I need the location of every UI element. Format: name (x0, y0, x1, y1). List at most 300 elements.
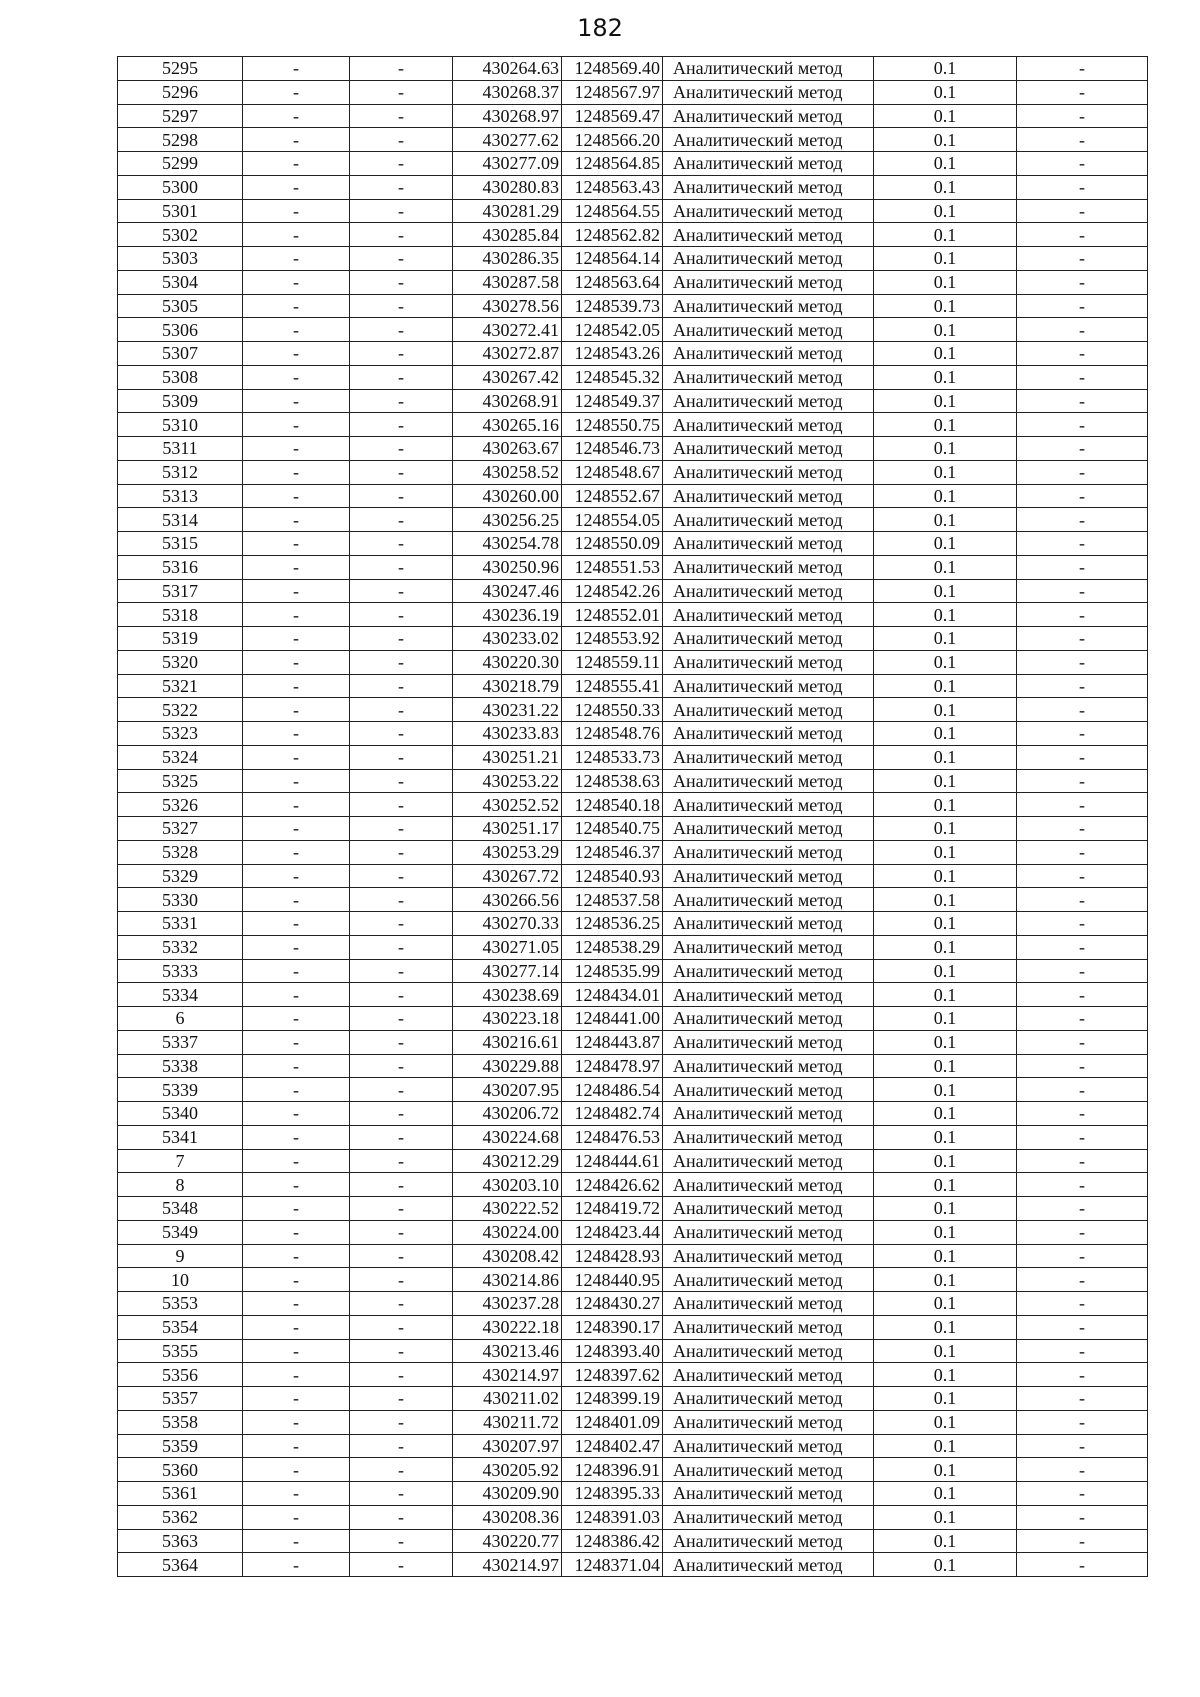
empty-cell: - (350, 1315, 453, 1339)
point-number-cell: 5362 (118, 1505, 243, 1529)
x-coordinate-cell: 430271.05 (453, 935, 562, 959)
table-row (118, 175, 1148, 199)
y-coordinate-cell: 1248546.73 (562, 437, 663, 461)
method-cell: Аналитический метод (663, 888, 874, 912)
empty-cell: - (350, 983, 453, 1007)
table-row (118, 817, 1148, 841)
y-coordinate-cell: 1248567.97 (562, 80, 663, 104)
point-number-cell: 5310 (118, 413, 243, 437)
empty-cell: - (350, 1410, 453, 1434)
accuracy-cell: 0.1 (874, 413, 1017, 437)
method-cell: Аналитический метод (663, 1149, 874, 1173)
empty-cell: - (1017, 1315, 1148, 1339)
empty-cell: - (243, 1007, 350, 1031)
y-coordinate-cell: 1248401.09 (562, 1410, 663, 1434)
empty-cell: - (1017, 840, 1148, 864)
empty-cell: - (243, 769, 350, 793)
x-coordinate-cell: 430268.91 (453, 389, 562, 413)
point-number-cell: 6 (118, 1007, 243, 1031)
table-body (118, 57, 1148, 1577)
table-row (118, 199, 1148, 223)
method-cell: Аналитический метод (663, 912, 874, 936)
empty-cell: - (1017, 555, 1148, 579)
empty-cell: - (350, 959, 453, 983)
method-cell: Аналитический метод (663, 1553, 874, 1577)
y-coordinate-cell: 1248548.76 (562, 722, 663, 746)
point-number-cell: 5321 (118, 674, 243, 698)
method-cell: Аналитический метод (663, 1315, 874, 1339)
y-coordinate-cell: 1248478.97 (562, 1054, 663, 1078)
y-coordinate-cell: 1248550.75 (562, 413, 663, 437)
y-coordinate-cell: 1248390.17 (562, 1315, 663, 1339)
table-row (118, 294, 1148, 318)
empty-cell: - (1017, 864, 1148, 888)
table-row (118, 1434, 1148, 1458)
empty-cell: - (243, 80, 350, 104)
accuracy-cell: 0.1 (874, 793, 1017, 817)
empty-cell: - (1017, 484, 1148, 508)
point-number-cell: 5312 (118, 460, 243, 484)
y-coordinate-cell: 1248546.37 (562, 840, 663, 864)
empty-cell: - (1017, 1125, 1148, 1149)
y-coordinate-cell: 1248550.33 (562, 698, 663, 722)
point-number-cell: 5301 (118, 199, 243, 223)
empty-cell: - (350, 769, 453, 793)
table-row (118, 959, 1148, 983)
empty-cell: - (350, 460, 453, 484)
table-row (118, 745, 1148, 769)
empty-cell: - (350, 888, 453, 912)
table-row (118, 1315, 1148, 1339)
accuracy-cell: 0.1 (874, 389, 1017, 413)
method-cell: Аналитический метод (663, 1244, 874, 1268)
point-number-cell: 5357 (118, 1387, 243, 1411)
y-coordinate-cell: 1248540.93 (562, 864, 663, 888)
empty-cell: - (1017, 650, 1148, 674)
method-cell: Аналитический метод (663, 1078, 874, 1102)
empty-cell: - (350, 365, 453, 389)
x-coordinate-cell: 430280.83 (453, 175, 562, 199)
point-number-cell: 5318 (118, 603, 243, 627)
y-coordinate-cell: 1248444.61 (562, 1149, 663, 1173)
empty-cell: - (243, 1410, 350, 1434)
point-number-cell: 5298 (118, 128, 243, 152)
table-row (118, 579, 1148, 603)
empty-cell: - (243, 1387, 350, 1411)
table-row (118, 1244, 1148, 1268)
table-row (118, 1220, 1148, 1244)
table-row (118, 1529, 1148, 1553)
y-coordinate-cell: 1248426.62 (562, 1173, 663, 1197)
y-coordinate-cell: 1248536.25 (562, 912, 663, 936)
x-coordinate-cell: 430214.97 (453, 1363, 562, 1387)
method-cell: Аналитический метод (663, 1102, 874, 1126)
y-coordinate-cell: 1248569.47 (562, 104, 663, 128)
x-coordinate-cell: 430253.29 (453, 840, 562, 864)
empty-cell: - (350, 152, 453, 176)
point-number-cell: 5361 (118, 1482, 243, 1506)
y-coordinate-cell: 1248550.09 (562, 532, 663, 556)
empty-cell: - (243, 603, 350, 627)
accuracy-cell: 0.1 (874, 1197, 1017, 1221)
point-number-cell: 5306 (118, 318, 243, 342)
empty-cell: - (350, 199, 453, 223)
y-coordinate-cell: 1248569.40 (562, 57, 663, 81)
empty-cell: - (350, 270, 453, 294)
y-coordinate-cell: 1248423.44 (562, 1220, 663, 1244)
point-number-cell: 5340 (118, 1102, 243, 1126)
point-number-cell: 5353 (118, 1292, 243, 1316)
empty-cell: - (243, 888, 350, 912)
accuracy-cell: 0.1 (874, 983, 1017, 1007)
accuracy-cell: 0.1 (874, 1529, 1017, 1553)
table-row (118, 793, 1148, 817)
accuracy-cell: 0.1 (874, 698, 1017, 722)
empty-cell: - (243, 1102, 350, 1126)
empty-cell: - (243, 1054, 350, 1078)
empty-cell: - (1017, 152, 1148, 176)
empty-cell: - (1017, 437, 1148, 461)
x-coordinate-cell: 430216.61 (453, 1030, 562, 1054)
empty-cell: - (243, 627, 350, 651)
y-coordinate-cell: 1248542.05 (562, 318, 663, 342)
y-coordinate-cell: 1248548.67 (562, 460, 663, 484)
method-cell: Аналитический метод (663, 1482, 874, 1506)
point-number-cell: 5297 (118, 104, 243, 128)
table-row (118, 508, 1148, 532)
empty-cell: - (1017, 769, 1148, 793)
table-row (118, 80, 1148, 104)
x-coordinate-cell: 430220.77 (453, 1529, 562, 1553)
point-number-cell: 5364 (118, 1553, 243, 1577)
point-number-cell: 5359 (118, 1434, 243, 1458)
y-coordinate-cell: 1248559.11 (562, 650, 663, 674)
empty-cell: - (243, 247, 350, 271)
accuracy-cell: 0.1 (874, 1553, 1017, 1577)
x-coordinate-cell: 430256.25 (453, 508, 562, 532)
x-coordinate-cell: 430250.96 (453, 555, 562, 579)
empty-cell: - (1017, 342, 1148, 366)
method-cell: Аналитический метод (663, 1363, 874, 1387)
y-coordinate-cell: 1248482.74 (562, 1102, 663, 1126)
empty-cell: - (1017, 817, 1148, 841)
point-number-cell: 5309 (118, 389, 243, 413)
table-row (118, 57, 1148, 81)
table-row (118, 104, 1148, 128)
method-cell: Аналитический метод (663, 1173, 874, 1197)
empty-cell: - (1017, 1339, 1148, 1363)
empty-cell: - (243, 1553, 350, 1577)
empty-cell: - (243, 912, 350, 936)
point-number-cell: 5334 (118, 983, 243, 1007)
method-cell: Аналитический метод (663, 1007, 874, 1031)
empty-cell: - (1017, 223, 1148, 247)
table-row (118, 1387, 1148, 1411)
method-cell: Аналитический метод (663, 460, 874, 484)
empty-cell: - (350, 1505, 453, 1529)
method-cell: Аналитический метод (663, 389, 874, 413)
empty-cell: - (350, 508, 453, 532)
empty-cell: - (1017, 532, 1148, 556)
empty-cell: - (243, 864, 350, 888)
empty-cell: - (243, 579, 350, 603)
x-coordinate-cell: 430222.52 (453, 1197, 562, 1221)
accuracy-cell: 0.1 (874, 1102, 1017, 1126)
method-cell: Аналитический метод (663, 1434, 874, 1458)
point-number-cell: 7 (118, 1149, 243, 1173)
empty-cell: - (350, 318, 453, 342)
accuracy-cell: 0.1 (874, 57, 1017, 81)
empty-cell: - (350, 80, 453, 104)
y-coordinate-cell: 1248419.72 (562, 1197, 663, 1221)
x-coordinate-cell: 430220.30 (453, 650, 562, 674)
point-number-cell: 5300 (118, 175, 243, 199)
accuracy-cell: 0.1 (874, 1339, 1017, 1363)
method-cell: Аналитический метод (663, 650, 874, 674)
y-coordinate-cell: 1248563.64 (562, 270, 663, 294)
method-cell: Аналитический метод (663, 745, 874, 769)
x-coordinate-cell: 430233.83 (453, 722, 562, 746)
empty-cell: - (1017, 1244, 1148, 1268)
y-coordinate-cell: 1248549.37 (562, 389, 663, 413)
point-number-cell: 5338 (118, 1054, 243, 1078)
x-coordinate-cell: 430207.97 (453, 1434, 562, 1458)
point-number-cell: 5320 (118, 650, 243, 674)
table-row (118, 1363, 1148, 1387)
method-cell: Аналитический метод (663, 437, 874, 461)
method-cell: Аналитический метод (663, 959, 874, 983)
method-cell: Аналитический метод (663, 555, 874, 579)
empty-cell: - (243, 318, 350, 342)
x-coordinate-cell: 430207.95 (453, 1078, 562, 1102)
accuracy-cell: 0.1 (874, 674, 1017, 698)
empty-cell: - (350, 175, 453, 199)
accuracy-cell: 0.1 (874, 888, 1017, 912)
point-number-cell: 5331 (118, 912, 243, 936)
empty-cell: - (243, 342, 350, 366)
table-row (118, 484, 1148, 508)
method-cell: Аналитический метод (663, 722, 874, 746)
y-coordinate-cell: 1248476.53 (562, 1125, 663, 1149)
empty-cell: - (243, 104, 350, 128)
empty-cell: - (1017, 413, 1148, 437)
empty-cell: - (1017, 1173, 1148, 1197)
x-coordinate-cell: 430260.00 (453, 484, 562, 508)
point-number-cell: 5299 (118, 152, 243, 176)
table-row (118, 223, 1148, 247)
empty-cell: - (350, 935, 453, 959)
accuracy-cell: 0.1 (874, 1173, 1017, 1197)
empty-cell: - (243, 698, 350, 722)
empty-cell: - (243, 365, 350, 389)
method-cell: Аналитический метод (663, 318, 874, 342)
y-coordinate-cell: 1248566.20 (562, 128, 663, 152)
x-coordinate-cell: 430264.63 (453, 57, 562, 81)
point-number-cell: 5333 (118, 959, 243, 983)
table-row (118, 935, 1148, 959)
accuracy-cell: 0.1 (874, 484, 1017, 508)
y-coordinate-cell: 1248553.92 (562, 627, 663, 651)
table-row (118, 437, 1148, 461)
empty-cell: - (1017, 1505, 1148, 1529)
x-coordinate-cell: 430212.29 (453, 1149, 562, 1173)
point-number-cell: 5307 (118, 342, 243, 366)
y-coordinate-cell: 1248393.40 (562, 1339, 663, 1363)
method-cell: Аналитический метод (663, 1505, 874, 1529)
empty-cell: - (243, 1292, 350, 1316)
y-coordinate-cell: 1248551.53 (562, 555, 663, 579)
x-coordinate-cell: 430247.46 (453, 579, 562, 603)
y-coordinate-cell: 1248434.01 (562, 983, 663, 1007)
empty-cell: - (243, 128, 350, 152)
point-number-cell: 9 (118, 1244, 243, 1268)
point-number-cell: 5341 (118, 1125, 243, 1149)
table-row (118, 247, 1148, 271)
y-coordinate-cell: 1248440.95 (562, 1268, 663, 1292)
x-coordinate-cell: 430268.37 (453, 80, 562, 104)
point-number-cell: 5355 (118, 1339, 243, 1363)
empty-cell: - (350, 1102, 453, 1126)
method-cell: Аналитический метод (663, 484, 874, 508)
x-coordinate-cell: 430287.58 (453, 270, 562, 294)
accuracy-cell: 0.1 (874, 627, 1017, 651)
x-coordinate-cell: 430222.18 (453, 1315, 562, 1339)
method-cell: Аналитический метод (663, 247, 874, 271)
empty-cell: - (1017, 1292, 1148, 1316)
table-row (118, 1339, 1148, 1363)
empty-cell: - (243, 1434, 350, 1458)
table-row (118, 840, 1148, 864)
empty-cell: - (1017, 793, 1148, 817)
table-row (118, 888, 1148, 912)
accuracy-cell: 0.1 (874, 223, 1017, 247)
x-coordinate-cell: 430236.19 (453, 603, 562, 627)
empty-cell: - (243, 959, 350, 983)
empty-cell: - (350, 1030, 453, 1054)
empty-cell: - (243, 1268, 350, 1292)
table-row (118, 389, 1148, 413)
empty-cell: - (1017, 270, 1148, 294)
method-cell: Аналитический метод (663, 1054, 874, 1078)
empty-cell: - (350, 1197, 453, 1221)
empty-cell: - (243, 460, 350, 484)
empty-cell: - (243, 1339, 350, 1363)
point-number-cell: 5337 (118, 1030, 243, 1054)
x-coordinate-cell: 430223.18 (453, 1007, 562, 1031)
accuracy-cell: 0.1 (874, 1054, 1017, 1078)
method-cell: Аналитический метод (663, 1529, 874, 1553)
empty-cell: - (350, 484, 453, 508)
accuracy-cell: 0.1 (874, 959, 1017, 983)
empty-cell: - (243, 555, 350, 579)
y-coordinate-cell: 1248540.18 (562, 793, 663, 817)
x-coordinate-cell: 430254.78 (453, 532, 562, 556)
point-number-cell: 5305 (118, 294, 243, 318)
empty-cell: - (243, 437, 350, 461)
method-cell: Аналитический метод (663, 80, 874, 104)
empty-cell: - (1017, 935, 1148, 959)
empty-cell: - (350, 840, 453, 864)
method-cell: Аналитический метод (663, 698, 874, 722)
empty-cell: - (350, 1149, 453, 1173)
method-cell: Аналитический метод (663, 769, 874, 793)
y-coordinate-cell: 1248564.55 (562, 199, 663, 223)
empty-cell: - (1017, 888, 1148, 912)
accuracy-cell: 0.1 (874, 437, 1017, 461)
point-number-cell: 5358 (118, 1410, 243, 1434)
table-row (118, 603, 1148, 627)
table-row (118, 128, 1148, 152)
accuracy-cell: 0.1 (874, 365, 1017, 389)
empty-cell: - (350, 912, 453, 936)
method-cell: Аналитический метод (663, 627, 874, 651)
method-cell: Аналитический метод (663, 342, 874, 366)
empty-cell: - (350, 674, 453, 698)
accuracy-cell: 0.1 (874, 1292, 1017, 1316)
empty-cell: - (1017, 460, 1148, 484)
table-row (118, 460, 1148, 484)
accuracy-cell: 0.1 (874, 817, 1017, 841)
x-coordinate-cell: 430203.10 (453, 1173, 562, 1197)
empty-cell: - (1017, 1149, 1148, 1173)
empty-cell: - (243, 294, 350, 318)
method-cell: Аналитический метод (663, 57, 874, 81)
accuracy-cell: 0.1 (874, 769, 1017, 793)
table-row (118, 1149, 1148, 1173)
accuracy-cell: 0.1 (874, 1458, 1017, 1482)
empty-cell: - (1017, 389, 1148, 413)
y-coordinate-cell: 1248397.62 (562, 1363, 663, 1387)
empty-cell: - (350, 294, 453, 318)
x-coordinate-cell: 430214.97 (453, 1553, 562, 1577)
x-coordinate-cell: 430281.29 (453, 199, 562, 223)
empty-cell: - (1017, 1410, 1148, 1434)
accuracy-cell: 0.1 (874, 294, 1017, 318)
empty-cell: - (243, 389, 350, 413)
empty-cell: - (1017, 1220, 1148, 1244)
y-coordinate-cell: 1248540.75 (562, 817, 663, 841)
empty-cell: - (1017, 1553, 1148, 1577)
method-cell: Аналитический метод (663, 365, 874, 389)
empty-cell: - (350, 104, 453, 128)
x-coordinate-cell: 430252.52 (453, 793, 562, 817)
empty-cell: - (350, 745, 453, 769)
table-row (118, 1078, 1148, 1102)
accuracy-cell: 0.1 (874, 460, 1017, 484)
empty-cell: - (1017, 745, 1148, 769)
x-coordinate-cell: 430267.72 (453, 864, 562, 888)
empty-cell: - (1017, 959, 1148, 983)
point-number-cell: 5326 (118, 793, 243, 817)
empty-cell: - (350, 247, 453, 271)
table-row (118, 769, 1148, 793)
empty-cell: - (350, 1553, 453, 1577)
empty-cell: - (1017, 175, 1148, 199)
empty-cell: - (350, 57, 453, 81)
empty-cell: - (243, 508, 350, 532)
x-coordinate-cell: 430265.16 (453, 413, 562, 437)
x-coordinate-cell: 430213.46 (453, 1339, 562, 1363)
method-cell: Аналитический метод (663, 128, 874, 152)
method-cell: Аналитический метод (663, 983, 874, 1007)
x-coordinate-cell: 430206.72 (453, 1102, 562, 1126)
table-row (118, 532, 1148, 556)
accuracy-cell: 0.1 (874, 1244, 1017, 1268)
table-row (118, 674, 1148, 698)
empty-cell: - (243, 270, 350, 294)
empty-cell: - (243, 935, 350, 959)
table-row (118, 1054, 1148, 1078)
